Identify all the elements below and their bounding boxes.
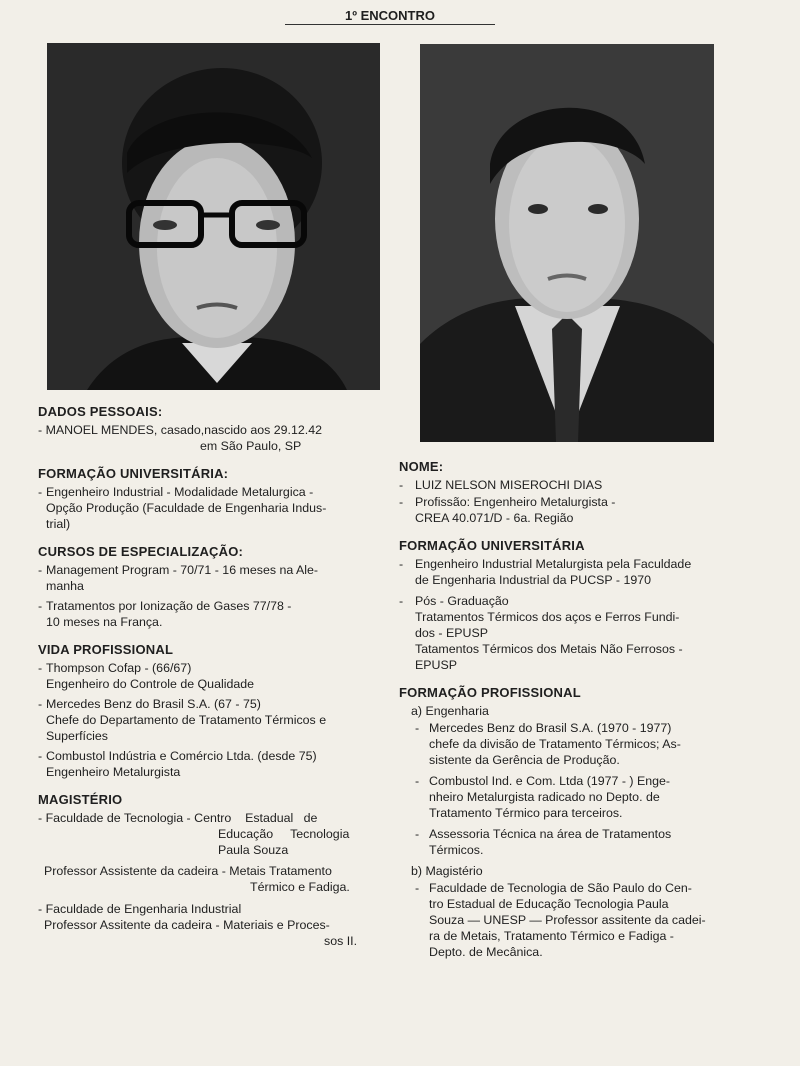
text-line: Engenheiro do Controle de Qualidade [46,677,255,691]
right-column [399,459,739,972]
section-magisterio [38,792,380,949]
text-line: CREA 40.071/D - 6a. Região [415,511,574,525]
list-item [38,598,380,630]
text-line: Tatamentos Térmicos dos Metais Não Ferrosos - [415,642,683,656]
text-line: Engenheiro Metalurgista [46,765,181,779]
text-line: Thompson Cofap - (66/67) [46,661,192,675]
list-dash: - [415,881,420,895]
list-item [399,494,739,526]
section-title: FORMAÇÃO PROFISSIONAL [399,685,581,700]
list-dash: - [38,697,43,711]
portrait-photo-manoel [47,43,380,390]
text-line: Tratamentos Térmicos dos aços e Ferros Fundi- [415,610,680,624]
text-line: Souza — UNESP — Professor assitente da cadei- [429,913,706,927]
section-title: NOME: [399,459,444,474]
subsection-engenharia: a) Engenharia [411,704,489,718]
text-line: sistente da Gerência de Produção. [429,753,620,767]
text-line: Combustol Indústria e Comércio Ltda. (desde 75) [46,749,317,763]
section-vida-profissional [38,642,380,780]
section-cursos [38,544,380,630]
list-dash: - [415,721,420,735]
text-line: tro Estadual de Educação Tecnologia Paula [429,897,669,911]
section-title: DADOS PESSOAIS: [38,404,163,419]
list-item [399,477,739,493]
text-line: Mercedes Benz do Brasil S.A. (1970 - 1977) [429,721,672,735]
section-title: MAGISTÉRIO [38,792,123,807]
text-line: Professor Assistente da cadeira - Metais Tratamento [44,864,332,878]
portrait-image [47,43,380,390]
list-dash: - [399,478,404,492]
text-line: chefe da divisão de Tratamento Térmicos; As- [429,737,681,751]
list-dash: - [415,827,420,841]
list-item [38,660,380,692]
list-item [38,562,380,594]
section-title: FORMAÇÃO UNIVERSITÁRIA [399,538,585,553]
list-dash: - [38,599,43,613]
text-line: Térmicos. [429,843,484,857]
text-line: - Faculdade de Tecnologia - Centro Estadual de [38,811,318,825]
text-line: Engenheiro Industrial - Modalidade Metalurgica - [46,485,314,499]
section-title: CURSOS DE ESPECIALIZAÇÃO: [38,544,244,559]
list-dash: - [38,749,43,763]
list-item [38,696,380,744]
text-line: Tratamentos por Ionização de Gases 77/78 - [46,599,292,613]
list-dash: - [38,563,43,577]
text-line: - MANOEL MENDES, casado,nascido aos 29.12.42 [38,423,322,437]
list-item [399,773,739,821]
list-item [399,556,739,588]
section-dados-pessoais [38,404,380,454]
text-line: Professor Assitente da cadeira - Materiais e Proces- [44,918,330,932]
section-nome [399,459,739,526]
subsection-magisterio: b) Magistério [411,864,483,878]
list-dash: - [399,594,404,608]
text-line: Management Program - 70/71 - 16 meses na Ale- [46,563,319,577]
text-line: em São Paulo, SP [200,439,302,453]
portrait-photo-luiz [420,44,714,442]
text-line: Assessoria Técnica na área de Tratamentos [429,827,672,841]
text-line: dos - EPUSP [415,626,488,640]
text-line: manha [46,579,84,593]
text-line: Combustol Ind. e Com. Ltda (1977 - ) Enge- [429,774,671,788]
page-header: 1º ENCONTRO [285,8,495,25]
list-item [399,593,739,673]
text-line: ra de Metais, Tratamento Térmico e Fadiga - [429,929,674,943]
text-line: Educação Tecnologia [218,827,350,841]
section-formacao-universitaria [38,466,380,532]
section-title: FORMAÇÃO UNIVERSITÁRIA: [38,466,229,481]
list-item [399,720,739,768]
text-line: Faculdade de Tecnologia de São Paulo do Cen- [429,881,692,895]
left-column [38,404,380,961]
text-line: Térmico e Fadiga. [250,880,350,894]
list-dash: - [415,774,420,788]
text-line: de Engenharia Industrial da PUCSP - 1970 [415,573,652,587]
text-line: EPUSP [415,658,458,672]
text-line: Superfícies [46,729,108,743]
list-item [38,748,380,780]
text-line: Profissão: Engenheiro Metalurgista - [415,495,616,509]
list-item [38,484,380,532]
list-dash: - [399,557,404,571]
list-dash: - [38,661,43,675]
section-title: VIDA PROFISSIONAL [38,642,174,657]
text-line: Chefe do Departamento de Tratamento Térmicos e [46,713,327,727]
text-line: 10 meses na França. [46,615,163,629]
list-item [399,826,739,858]
text-line: Tratamento Térmico para terceiros. [429,806,623,820]
section-formacao-universitaria-right [399,538,739,673]
portrait-image [420,44,714,442]
text-line: Opção Produção (Faculdade de Engenharia Indus- [46,501,327,515]
text-line: LUIZ NELSON MISEROCHI DIAS [415,478,603,492]
text-line: - Faculdade de Engenharia Industrial [38,902,242,916]
text-line: Pós - Graduação [415,594,509,608]
text-line: Mercedes Benz do Brasil S.A. (67 - 75) [46,697,261,711]
text-line: Engenheiro Industrial Metalurgista pela Faculdade [415,557,692,571]
text-line: Depto. de Mecânica. [429,945,543,959]
text-line: sos II. [324,934,358,948]
section-formacao-profissional [399,685,739,960]
list-dash: - [399,495,404,509]
text-line: trial) [46,517,71,531]
text-line: nheiro Metalurgista radicado no Depto. de [429,790,660,804]
text-line: Paula Souza [218,843,289,857]
list-item [399,880,739,960]
list-dash: - [38,485,43,499]
